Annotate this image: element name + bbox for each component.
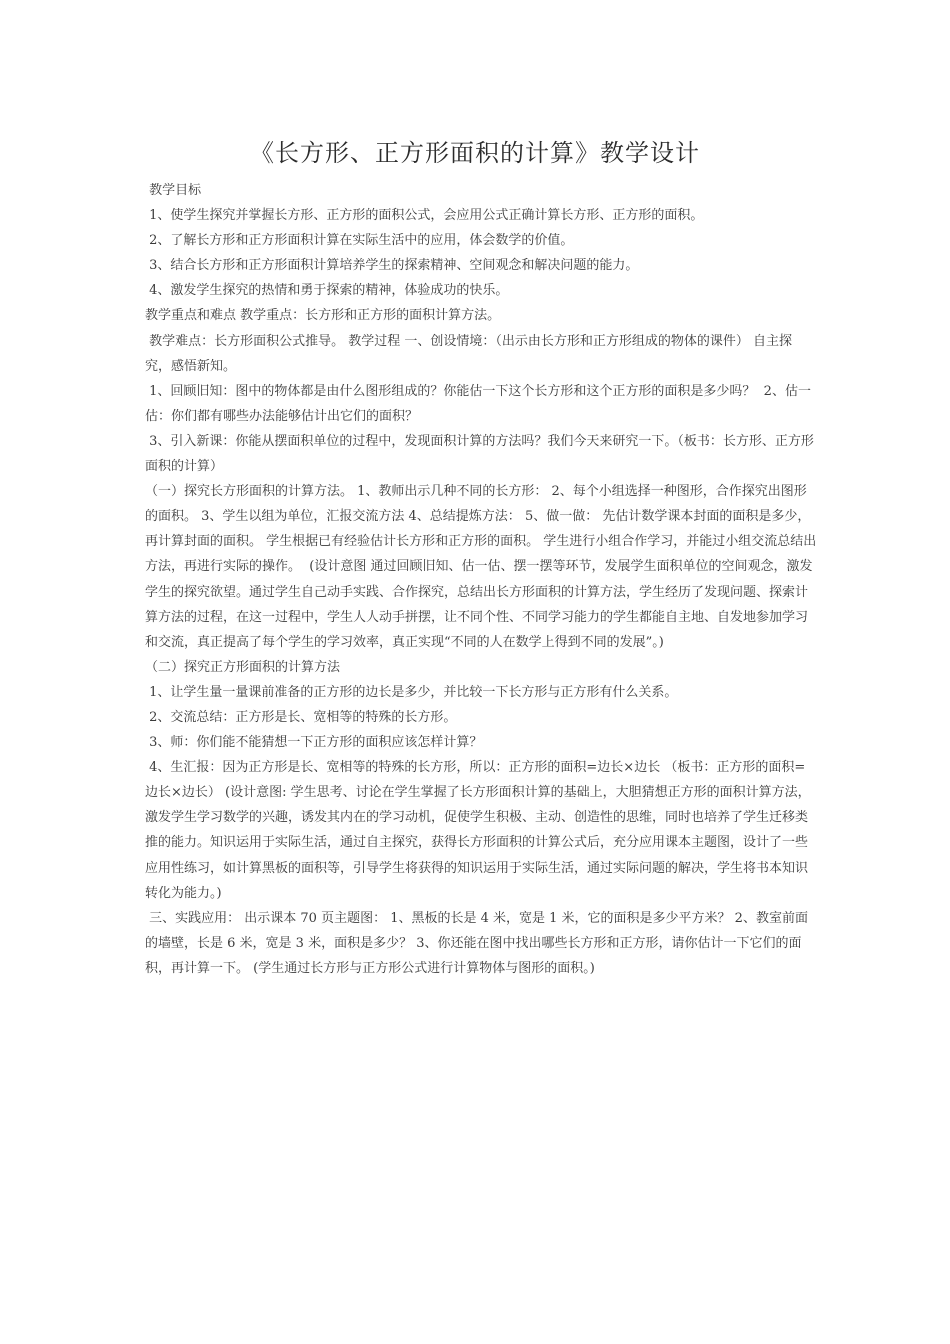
paragraph-review: 1、回顾旧知：图中的物体都是由什么图形组成的？你能估一下这个长方形和这个正方形的面积是多少吗？ 2、估一估：你们都有哪些办法能够估计出它们的面积？	[145, 383, 811, 424]
paragraph-key-points: 教学重点和难点 教学重点：长方形和正方形的面积计算方法。	[145, 308, 501, 324]
paragraph-objective-3: 3、结合长方形和正方形面积计算培养学生的探索精神、空间观念和解决问题的能力。	[145, 258, 639, 274]
paragraph-square-heading: （二）探究正方形面积的计算方法	[145, 659, 341, 675]
paragraph-objective-2: 2、了解长方形和正方形面积计算在实际生活中的应用，体会数学的价值。	[145, 233, 574, 249]
paragraph-introduce: 3、引入新课：你能从摆面积单位的过程中，发现面积计算的方法吗？我们今天来研究一下。（板书：长方形、正方形面积的计算）	[145, 433, 814, 475]
document-body	[145, 178, 817, 981]
paragraph-square-3: 3、师：你们能不能猜想一下正方形的面积应该怎样计算？	[145, 735, 483, 751]
paragraph-square-1: 1、让学生量一量课前准备的正方形的边长是多少，并比较一下长方形与正方形有什么关系。	[145, 684, 678, 700]
paragraph-difficulty-process: 教学难点：长方形面积公式推导。 教学过程 一、创设情境：（出示由长方形和正方形组成的物体的课件） 自主探究，感悟新知。	[145, 333, 793, 374]
document-title: 《长方形、正方形面积的计算》教学设计	[250, 139, 700, 167]
paragraph-objective-4: 4、激发学生探究的热情和勇于探索的精神，体验成功的快乐。	[145, 283, 509, 299]
paragraph-square-4: 4、生汇报：因为正方形是长、宽相等的特殊的长方形，所以：正方形的面积=边长×边长 （板书：正方形的面积=边长×边长） (设计意图: 学生思考、讨论在学生掌握了长方形面积计算的基础上，大胆猜想正方形的面积计算方法，激发学生学习数学的兴趣，诱发其内在的学习动机，促使学生积极、主动、创造性的思维，同时也培养了学生迁移类推的能力。知识运用于实际生活，通过自主探究，获得长方形面积的计算公式后，充分应用课本主题图，设计了一些应用性练习，如计算黑板的面积等，引导学生将获得的知识运用于实际生活，通过实际问题的解决，学生将书本知识转化为能力。)	[145, 760, 811, 901]
paragraph-practice: 三、实践应用： 出示课本 70 页主题图： 1、黑板的长是 4 米，宽是 1 米，它的面积是多少平方米？ 2、教室前面的墙壁，长是 6 米，宽是 3 米，面积是多少？ 3、你还能在图中找出哪些长方形和正方形，请你估计一下它们的面积，再计算一下。 (学生通过长方形与正方形公式进行计算物体与图形的面积。)	[145, 910, 808, 976]
paragraph-objectives-heading: 教学目标	[145, 183, 202, 198]
paragraph-objective-1: 1、使学生探究并掌握长方形、正方形的面积公式，会应用公式正确计算长方形、正方形的面积。	[145, 208, 704, 224]
paragraph-square-2: 2、交流总结：正方形是长、宽相等的特殊的长方形。	[145, 709, 457, 725]
paragraph-rectangle-section: （一）探究长方形面积的计算方法。 1、教师出示几种不同的长方形： 2、每个小组选择一种图形，合作探究出图形的面积。 3、学生以组为单位，汇报交流方法 4、总结提炼方法： 5、做一做： 先估计数学课本封面的面积是多少，再计算封面的面积。 学生根据已有经验估计长方形和正方形的面积。 学生进行小组合作学习，并能过小组交流总结出方法，再进行实际的操作。 (设计意图 通过回顾旧知、估一估、摆一摆等环节，发展学生面积单位的空间观念，激发学生的探究欲望。通过学生自己动手实践、合作探究，总结出长方形面积的计算方法，学生经历了发现问题、探索计算方法的过程，在这一过程中，学生人人动手拼摆，让不同个性、不同学习能力的学生都能自主地、自发地参加学习和交流，真正提高了每个学生的学习效率，真正实现“不同的人在数学上得到不同的发展”。)	[145, 484, 817, 650]
